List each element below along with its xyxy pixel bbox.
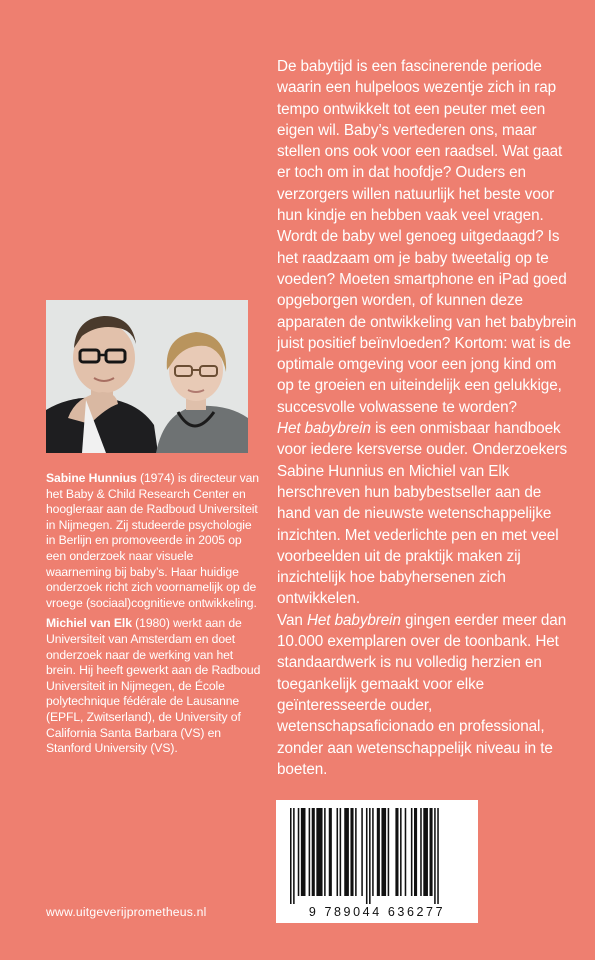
barcode-bar — [344, 808, 349, 896]
barcode-bar — [437, 808, 439, 904]
barcode-bar — [388, 808, 390, 896]
book-title: Het babybrein — [277, 420, 371, 438]
barcode-bar — [400, 808, 402, 896]
barcode-bar — [329, 808, 332, 896]
isbn-barcode — [276, 800, 478, 923]
author-name: Sabine Hunnius — [46, 471, 137, 485]
barcode-bar — [405, 808, 407, 896]
barcode-bar — [372, 808, 374, 896]
barcode-bar — [377, 808, 380, 896]
barcode-bar — [434, 808, 436, 904]
author-photo — [46, 300, 248, 453]
blurb-intro: De babytijd is een fascinerende periode waarin een hulpeloos wezentje zich in rap tempo ontwikkelt tot een peuter met een eigen wil. Baby’s vertederen ons, maar stellen ons ook voor een raadsel. Wat gaat er toch om in dat hoofdje? Ouders en verzorgers willen natuurlijk het beste voor hun kindje en hebben vaak veel vragen. Wordt de baby wel genoeg uitgedaagd? Is het raadzaam om je baby tweetalig op te voeden? Moeten smartphone en iPad goed opgeborgen worden, of kunnen deze apparaten de ontwikkeling van het babybrein juist positief beïnvloeden? Kortom: wat is de optimale omgeving voor een jong kind om op te groeien en uiteindelijk een gelukkige, succesvolle volwassene te worden? — [277, 58, 577, 416]
barcode-bar — [430, 808, 433, 896]
barcode-bar — [309, 808, 311, 896]
bio-text: (1980) werkt aan de Universiteit van Amsterdam en doet onderzoek naar de werking van het brein. Hij heeft gewerkt aan de Radboud Universiteit in Nijmegen, de École polytechnique fédérale de Lausanne (EPFL, Zwitserland), de University of California Santa Barbara (VS) en Stanford University (VS). — [46, 616, 261, 756]
back-cover-blurb — [277, 56, 577, 780]
barcode-bar — [324, 808, 326, 896]
author-photo-image — [46, 300, 248, 453]
blurb-paragraph-2-text: is een onmisbaar handboek voor iedere kersverse ouder. Onderzoekers Sabine Hunnius en Michiel van Elk herschreven hun babybestseller aan de hand van de nieuwste wetenschappelijke inzichten. Met vederlichte pen en met veel voorbeelden uit de praktijk maken zij inzichtelijk hoe babyhersenen zich ontwikkelen. — [277, 420, 568, 608]
barcode-bar — [316, 808, 322, 896]
barcode-bar — [366, 808, 368, 904]
barcode-bar — [312, 808, 315, 896]
barcode-bar — [337, 808, 339, 896]
book-title: Het babybrein — [306, 611, 401, 629]
blurb-paragraph-3-text: gingen eerder meer dan 10.000 exemplaren over de toonbank. Het standaardwerk is nu volledig herzien en toegankelijk gemaakt voor elke geïnteresseerde ouder, wetenschapsaficionado en professional, zonder aan wetenschappelijk niveau in te boeten. — [277, 611, 567, 778]
blurb-paragraph-2 — [277, 418, 577, 610]
barcode-bar — [395, 808, 398, 896]
blurb-paragraph-3-prefix: Van — [277, 611, 307, 629]
barcode-bar — [293, 808, 295, 904]
barcode-bar — [350, 808, 353, 896]
barcode-bar — [423, 808, 428, 896]
barcode-bar — [369, 808, 371, 904]
barcode-bar — [414, 808, 417, 896]
bio-sabine-hunnius — [46, 471, 261, 611]
barcode-bar — [355, 808, 357, 896]
blurb-paragraph-3 — [277, 610, 577, 780]
barcode-bar — [340, 808, 342, 896]
bio-text: (1974) is directeur van het Baby & Child Research Center en hoogleraar aan de Radboud Universiteit in Nijmegen. Zij studeerde psychologie in Berlijn en promoveerde in 2005 op een onderzoek naar visuele waarneming bij baby’s. Haar huidige onderzoek richt zich voornamelijk op de vroege (sociaal)cognitieve ontwikkeling. — [46, 471, 259, 610]
isbn-number: 9 789044 636277 — [308, 905, 446, 919]
barcode-bar — [361, 808, 363, 896]
barcode-bar — [301, 808, 306, 896]
author-name: Michiel van Elk — [46, 616, 132, 631]
barcode-bar — [420, 808, 422, 896]
publisher-website[interactable]: www.uitgeverijprometheus.nl — [46, 905, 207, 919]
barcode-bar — [411, 808, 413, 896]
author-bios — [46, 471, 261, 762]
barcode-bar — [290, 808, 292, 904]
bio-michiel-van-elk — [46, 616, 261, 756]
barcode-bar — [381, 808, 386, 896]
barcode-bar — [298, 808, 300, 896]
